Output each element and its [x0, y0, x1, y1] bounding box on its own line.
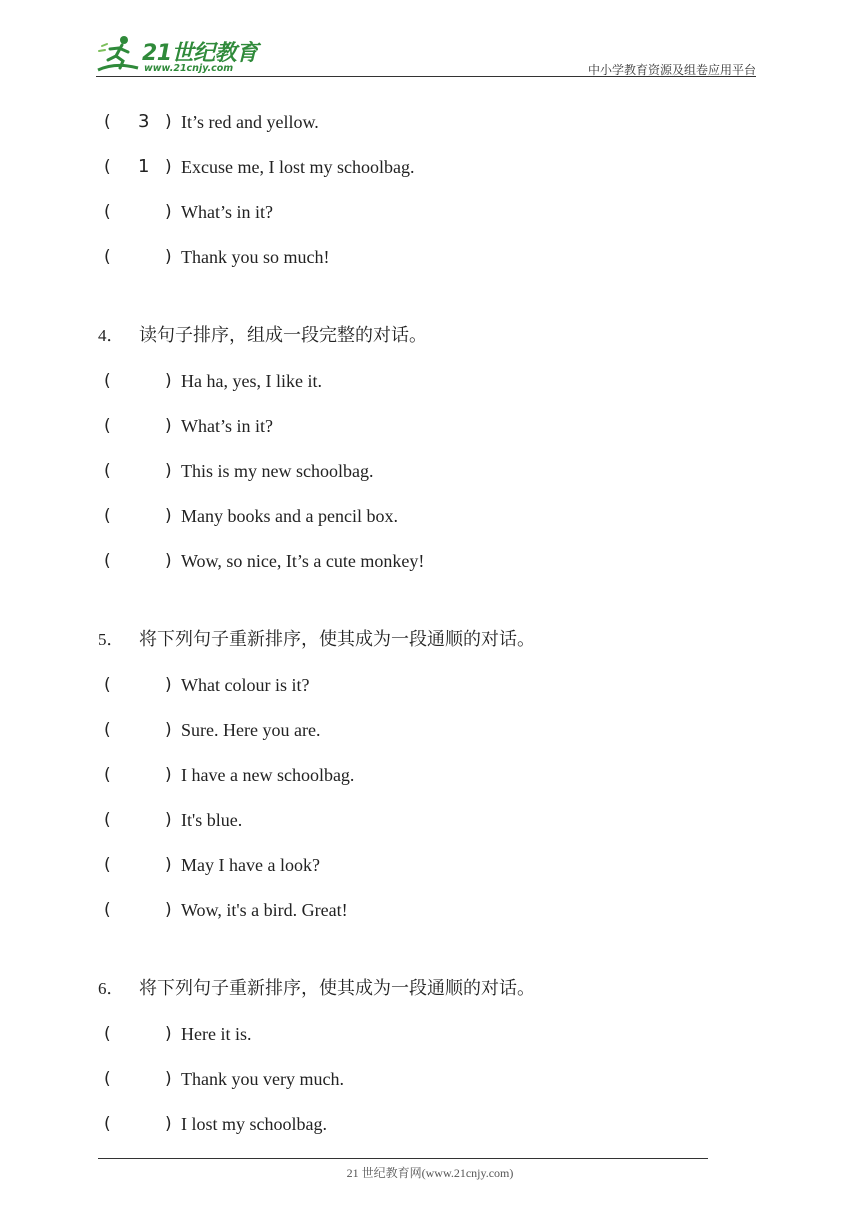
- sentence: I have a new schoolbag.: [181, 765, 355, 785]
- sentence: Here it is.: [181, 1024, 252, 1044]
- site-name: 中小学教育资源及组卷应用平台: [587, 63, 756, 77]
- sentence: It’s red and yellow.: [181, 112, 319, 132]
- logo: [96, 34, 266, 76]
- header-divider: [96, 76, 756, 77]
- question-number: 5．: [98, 630, 124, 649]
- answer-blank[interactable]: 3: [138, 111, 150, 132]
- sentence: What’s in it?: [181, 416, 273, 436]
- question-text: 将下列句子重新排序，使其成为一段通顺的对话。: [139, 978, 535, 999]
- question-text: 读句子排序，组成一段完整的对话。: [139, 325, 427, 346]
- runner-logo-icon: [96, 34, 142, 74]
- answer-blank[interactable]: 1: [138, 156, 150, 177]
- sentence: This is my new schoolbag.: [181, 461, 374, 481]
- sentence: I lost my schoolbag.: [181, 1114, 327, 1134]
- page-header: [96, 34, 756, 78]
- sentence: What’s in it?: [181, 202, 273, 222]
- sentence: Thank you so much!: [181, 247, 330, 267]
- question-number: 4．: [98, 326, 124, 345]
- sentence: What colour is it?: [181, 675, 310, 695]
- sentence: May I have a look?: [181, 855, 320, 875]
- sentence: It's blue.: [181, 810, 243, 830]
- sentence: Ha ha, yes, I like it.: [181, 371, 322, 391]
- sentence: Wow, it's a bird. Great!: [181, 900, 348, 920]
- footer-divider: [98, 1158, 708, 1159]
- question-text: 将下列句子重新排序，使其成为一段通顺的对话。: [139, 629, 535, 650]
- page-footer: 21 世纪教育网(www.21cnjy.com): [346, 1166, 514, 1180]
- sentence: Wow, so nice, It’s a cute monkey!: [181, 551, 425, 571]
- sentence: Thank you very much.: [181, 1069, 344, 1089]
- logo-url: www.21cnjy.com: [144, 63, 234, 74]
- logo-text: 21世纪教育: [142, 41, 258, 66]
- sentence: Excuse me, I lost my schoolbag.: [181, 157, 415, 177]
- sentence: Sure. Here you are.: [181, 720, 321, 740]
- question-number: 6．: [98, 979, 124, 998]
- sentence: Many books and a pencil box.: [181, 506, 398, 526]
